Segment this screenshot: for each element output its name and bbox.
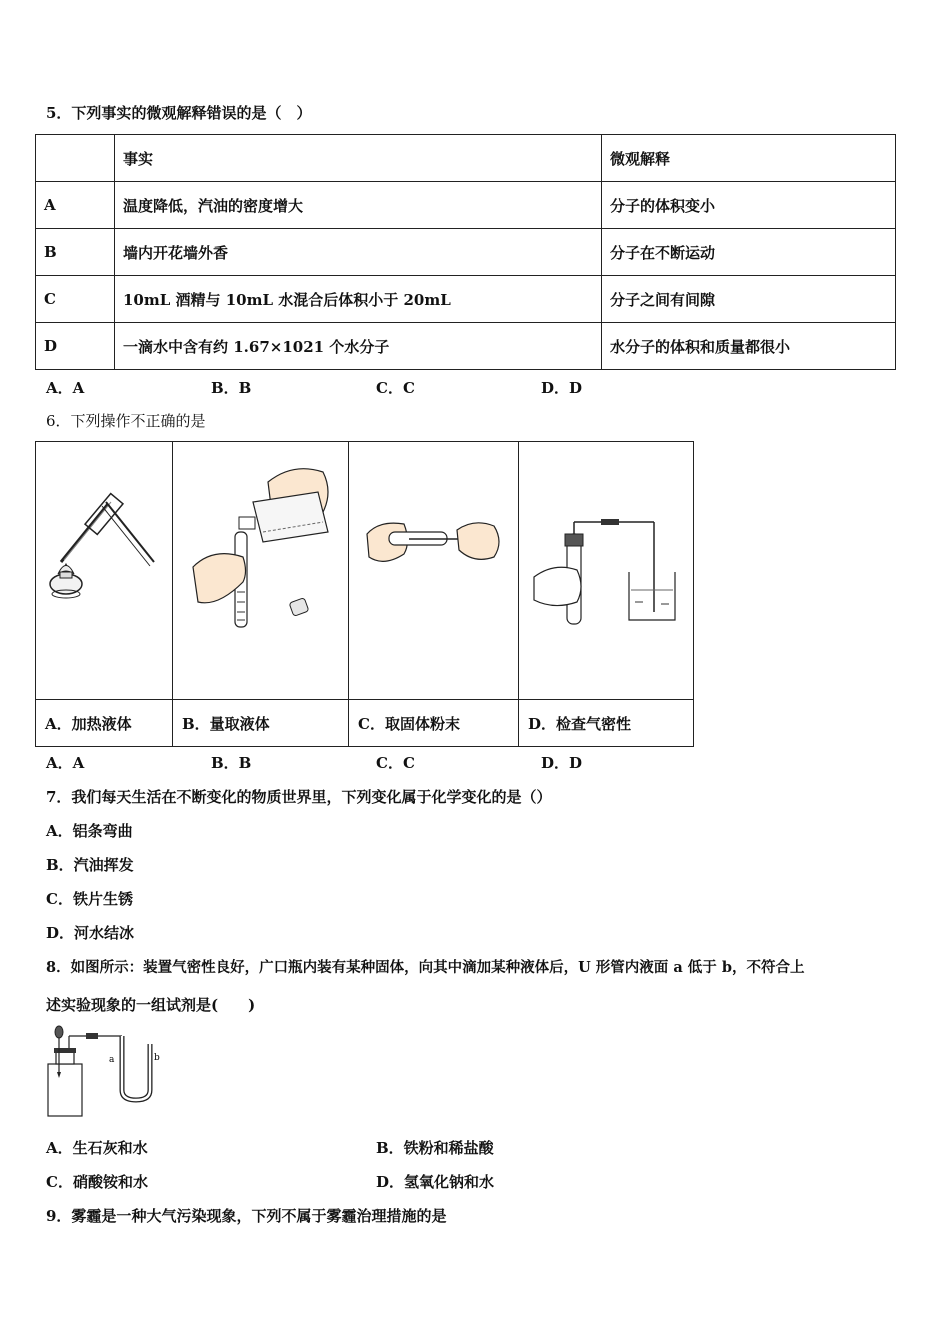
q8-option-c: C．硝酸铵和水 (46, 1173, 148, 1191)
table-header-explanation: 微观解释 (602, 135, 896, 182)
figure-taking-powder (349, 442, 519, 700)
q5-option-a: A．A (46, 379, 85, 397)
q5-option-c: C．C (376, 379, 415, 397)
q5-option-b: B．B (211, 379, 252, 397)
table-cell: 温度降低，汽油的密度增大 (115, 182, 602, 229)
table-cell: A (36, 182, 115, 229)
table-cell: 分子的体积变小 (602, 182, 896, 229)
q7-option-a: A．铝条弯曲 (46, 822, 133, 840)
table-row (36, 276, 896, 323)
table-row (36, 323, 896, 370)
q9-stem: 9．雾霾是一种大气污染现象，下列不属于雾霾治理措施的是 (46, 1207, 447, 1225)
figure-heating-liquid (36, 442, 173, 700)
figure-measuring-liquid (173, 442, 349, 700)
q6-option-c: C．C (376, 754, 415, 772)
taking-powder-illustration (349, 442, 518, 699)
q8-option-d: D．氢氧化钠和水 (376, 1173, 495, 1191)
u-tube-label-a: a (109, 1055, 115, 1065)
q6-option-d: D．D (541, 754, 583, 772)
table-cell: 分子在不断运动 (602, 229, 896, 276)
u-tube-label-b: b (154, 1053, 160, 1063)
table-cell: D (36, 323, 115, 370)
table-cell: 水分子的体积和质量都很小 (602, 323, 896, 370)
q8-stem-line2: 述实验现象的一组试剂是( ) (46, 996, 256, 1014)
q7-stem: 7．我们每天生活在不断变化的物质世界里，下列变化属于化学变化的是（） (46, 788, 552, 806)
q8-option-a: A．生石灰和水 (46, 1139, 148, 1157)
figure-checking-airtightness (519, 442, 694, 700)
q6-option-a: A．A (46, 754, 85, 772)
q6-table (35, 441, 694, 747)
q6-stem: 6．下列操作不正确的是 (46, 412, 206, 430)
q7-option-d: D．河水结冰 (46, 924, 135, 942)
label-heating-liquid: A．加热液体 (36, 700, 173, 747)
heating-liquid-illustration (36, 442, 172, 699)
table-cell (36, 135, 115, 182)
table-row (36, 182, 896, 229)
checking-airtightness-illustration (519, 442, 693, 699)
q8-apparatus-figure (44, 1024, 174, 1120)
table-cell: C (36, 276, 115, 323)
q5-table (35, 134, 896, 370)
q7-option-c: C．铁片生锈 (46, 890, 133, 908)
table-cell: 一滴水中含有约 1.67×1021 个水分子 (115, 323, 602, 370)
table-cell: 10mL 酒精与 10mL 水混合后体积小于 20mL (115, 276, 602, 323)
q5-stem: 5．下列事实的微观解释错误的是（ ） (46, 104, 312, 122)
q5-option-d: D．D (541, 379, 583, 397)
q8-option-b: B．铁粉和稀盐酸 (376, 1139, 494, 1157)
table-cell: 墙内开花墙外香 (115, 229, 602, 276)
table-header-fact: 事实 (115, 135, 602, 182)
table-row (36, 135, 896, 182)
table-cell: 分子之间有间隙 (602, 276, 896, 323)
q8-stem-line1: 8．如图所示：装置气密性良好，广口瓶内装有某种固体，向其中滴加某种液体后，U 形管内液面 a 低于 b，不符合上 (46, 959, 805, 976)
table-row (36, 229, 896, 276)
q6-option-b: B．B (211, 754, 252, 772)
table-cell: B (36, 229, 115, 276)
label-taking-powder: C．取固体粉末 (349, 700, 519, 747)
q7-option-b: B．汽油挥发 (46, 856, 134, 874)
label-checking-airtightness: D．检查气密性 (519, 700, 694, 747)
table-row (36, 700, 694, 747)
measuring-liquid-illustration (173, 442, 348, 699)
label-measuring-liquid: B．量取液体 (173, 700, 349, 747)
table-row (36, 442, 694, 700)
